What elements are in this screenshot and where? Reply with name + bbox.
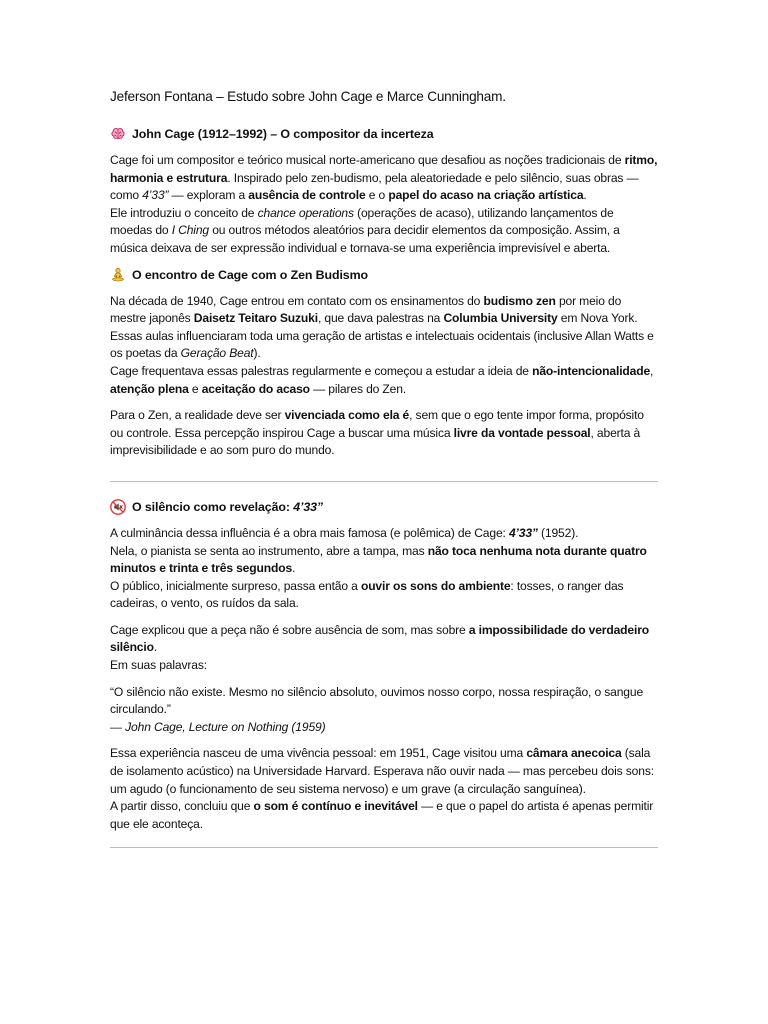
text-run: . Inspirado pelo zen-budismo, pela aleatoriedade e pelo silêncio, suas obras — como bbox=[110, 170, 639, 203]
text-run: (sala de isolamento acústico) na Universidade Harvard. Esperava não ouvir nada — mas percebeu dois sons: um agudo (o funcionamento de seu sistema nervoso) e um grave (a circulação sanguínea). bbox=[110, 746, 654, 796]
document-title: Jeferson Fontana – Estudo sobre John Cage e Marce Cunningham. bbox=[110, 89, 506, 104]
text-run: o som é contínuo e inevitável bbox=[253, 799, 418, 814]
text-run: I Ching bbox=[171, 223, 209, 238]
text-run: ritmo, harmonia e estrutura bbox=[110, 153, 658, 185]
text-run: chance operations bbox=[257, 205, 354, 220]
text-run: , que dava palestras na bbox=[317, 311, 444, 326]
paragraph bbox=[110, 205, 658, 258]
text-run: por meio do mestre japonês bbox=[110, 293, 622, 326]
paragraph bbox=[110, 525, 658, 543]
section-divider bbox=[110, 847, 658, 848]
text-run: Essa experiência nasceu de uma vivência pessoal: em 1951, Cage visitou uma bbox=[110, 746, 527, 761]
paragraph bbox=[110, 798, 658, 833]
paragraph bbox=[110, 363, 658, 398]
text-run: “O silêncio não existe. Mesmo no silêncio absoluto, ouvimos nosso corpo, nossa respiração, o sangue circulando.” bbox=[110, 684, 644, 717]
text-run: O público, inicialmente surpreso, passa então a bbox=[110, 578, 361, 593]
text-run: ausência de controle bbox=[248, 188, 366, 203]
section-heading-text: John Cage (1912–1992) – O compositor da incerteza bbox=[132, 127, 434, 141]
muted-speaker-icon bbox=[110, 499, 126, 515]
text-run: (1952). bbox=[537, 525, 579, 540]
paragraph bbox=[110, 152, 658, 205]
text-run: Columbia University bbox=[443, 311, 558, 326]
text-run: (operações de acaso), utilizando lançamentos de moedas do bbox=[110, 205, 614, 238]
text-run: . bbox=[583, 188, 587, 203]
section-heading-text: O encontro de Cage com o Zen Budismo bbox=[132, 267, 368, 282]
text-run: 4’33” bbox=[508, 525, 538, 540]
text-run: — exploram a bbox=[168, 188, 249, 203]
text-run: 4’33” bbox=[142, 188, 169, 203]
text-run: ). bbox=[253, 346, 261, 361]
text-run: . bbox=[292, 561, 296, 576]
text-run: papel do acaso na criação artística bbox=[388, 188, 584, 203]
text-run: aceitação do acaso bbox=[201, 381, 310, 396]
text-run: não-intencionalidade bbox=[532, 363, 651, 378]
text-run: a impossibilidade do verdadeiro silêncio bbox=[110, 622, 649, 655]
section-heading-text: O silêncio como revelação: 4’33” bbox=[132, 499, 324, 514]
text-run: A culminância dessa influência é a obra mais famosa (e polêmica) de Cage: bbox=[110, 525, 509, 540]
text-run: ou outros métodos aleatórios para decidir elementos da composição. Assim, a música deixava de ser expressão individual e tornava-se uma experiência imprevisível e aberta. bbox=[110, 223, 620, 255]
text-run: e o bbox=[365, 188, 389, 203]
text-run: , bbox=[650, 363, 654, 378]
text-run: , aberta à imprevisibilidade e ao som puro do mundo. bbox=[110, 425, 641, 458]
brain-icon bbox=[110, 126, 126, 142]
document-page bbox=[110, 88, 658, 865]
paragraph bbox=[110, 407, 658, 460]
paragraph bbox=[110, 657, 658, 675]
quote-text bbox=[110, 684, 658, 719]
text-run: — John Cage, Lecture on Nothing (1959) bbox=[110, 719, 326, 734]
text-run: A partir disso, concluiu que bbox=[110, 799, 254, 814]
text-run: Cage frequentava essas palestras regularmente e começou a estudar a ideia de bbox=[110, 363, 533, 378]
text-run: em Nova York. Essas aulas influenciaram toda uma geração de artistas e intelectuais ocidentais (inclusive Allan Watts e os poetas da bbox=[110, 311, 654, 361]
text-run: budismo zen bbox=[483, 293, 556, 308]
text-run: : tosses, o ranger das cadeiras, o vento, os ruídos da sala. bbox=[110, 578, 624, 611]
paragraph bbox=[110, 293, 658, 363]
text-run: Ele introduziu o conceito de bbox=[110, 205, 258, 220]
text-run: . bbox=[153, 640, 158, 655]
text-run: não toca nenhuma nota durante quatro minutos e trinta e três segundos bbox=[110, 543, 647, 576]
text-run bbox=[509, 526, 538, 540]
text-run: e bbox=[188, 381, 202, 396]
section-heading-zen bbox=[110, 267, 658, 283]
text-run: — pilares do Zen. bbox=[309, 381, 407, 396]
section-heading-silence bbox=[110, 499, 658, 515]
quote-source bbox=[110, 719, 658, 737]
section-divider bbox=[110, 481, 658, 482]
text-run: Na década de 1940, Cage entrou em contato com os ensinamentos do bbox=[110, 293, 484, 308]
text-run: atenção plena bbox=[110, 381, 189, 396]
text-run: Para o Zen, a realidade deve ser bbox=[110, 408, 285, 423]
paragraph bbox=[110, 578, 658, 613]
paragraph bbox=[110, 745, 658, 798]
text-run: Cage foi um compositor e teórico musical norte-americano que desafiou as noções tradicionais de bbox=[110, 153, 625, 167]
text-run: Cage explicou que a peça não é sobre ausência de som, mas sobre bbox=[110, 622, 469, 637]
section-heading-john-cage bbox=[110, 126, 658, 142]
text-run: Geração Beat bbox=[180, 346, 254, 361]
text-run: livre da vontade pessoal bbox=[453, 425, 591, 440]
text-run: Nela, o pianista se senta ao instrumento, abre a tampa, mas bbox=[110, 543, 428, 558]
text-run: vivenciada como ela é bbox=[284, 408, 410, 423]
text-run: Em suas palavras: bbox=[110, 658, 207, 673]
text-run: câmara anecoica bbox=[526, 746, 622, 761]
paragraph bbox=[110, 543, 658, 578]
text-run: ouvir os sons do ambiente bbox=[360, 578, 511, 593]
text-run: — e que o papel do artista é apenas permitir que ele aconteça. bbox=[110, 799, 654, 831]
paragraph bbox=[110, 622, 658, 657]
text-run: , sem que o ego tente impor forma, propósito ou controle. Essa percepção inspirou Cage a buscar uma música bbox=[110, 408, 644, 440]
meditation-icon bbox=[110, 267, 126, 283]
text-run: Daisetz Teitaro Suzuki bbox=[193, 311, 318, 326]
